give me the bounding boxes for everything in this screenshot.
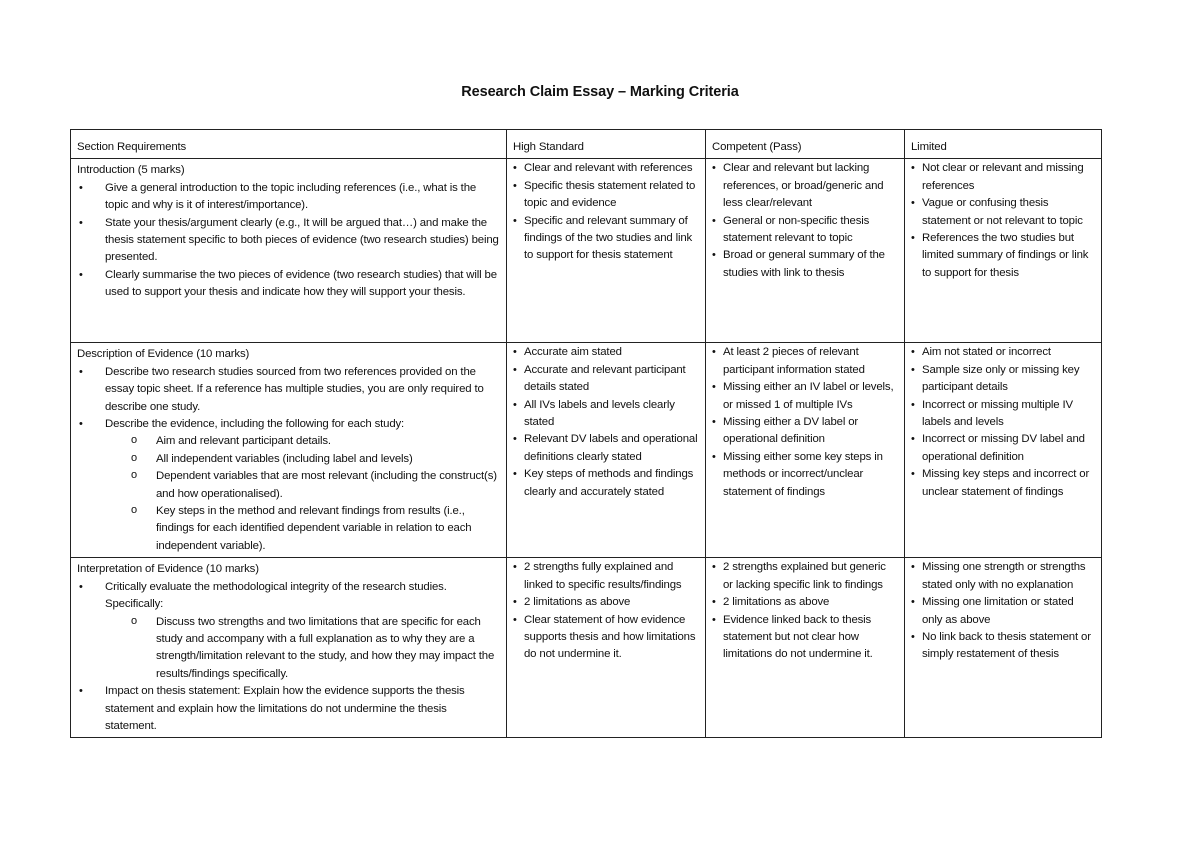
criteria-item: • Sample size only or missing key participant details (911, 362, 1095, 397)
high-standard-cell (507, 343, 706, 558)
criteria-item: • Specific thesis statement related to topic and evidence (513, 178, 699, 213)
marking-criteria-table (70, 129, 1102, 738)
sub-requirement-item: o Aim and relevant participant details. (105, 433, 500, 450)
criteria-item: • Evidence linked back to thesis statement but not clear how limitations do not undermine it. (712, 612, 898, 664)
requirements-cell (71, 159, 507, 343)
criteria-item: • Clear statement of how evidence supports thesis and how limitations do not undermine it. (513, 612, 699, 664)
table-header-row (71, 130, 1102, 159)
criteria-item: • Aim not stated or incorrect (911, 344, 1095, 361)
criteria-list (712, 160, 898, 282)
criteria-item: • References the two studies but limited summary of findings or link to support for thesis (911, 230, 1095, 282)
criteria-list (513, 344, 699, 501)
requirement-item: • State your thesis/argument clearly (e.g., It will be argued that…) and make the thesis statement specific to both pieces of evidence (two research studies) being presented. (77, 215, 500, 267)
criteria-item: • General or non-specific thesis statement relevant to topic (712, 213, 898, 248)
table-row-description-of-evidence (71, 343, 1102, 558)
page-title: Research Claim Essay – Marking Criteria (461, 84, 739, 100)
criteria-item: • Missing either an IV label or levels, or missed 1 of multiple IVs (712, 379, 898, 414)
section-title: Introduction (5 marks) (77, 164, 185, 177)
criteria-item: • At least 2 pieces of relevant participant information stated (712, 344, 898, 379)
criteria-item: • 2 limitations as above (513, 594, 699, 611)
sub-requirements-list (105, 433, 500, 555)
sub-requirement-item: o All independent variables (including label and levels) (105, 451, 500, 468)
sub-requirement-item: o Discuss two strengths and two limitations that are specific for each study and accompany with a full explanation as to why they are a strength/limitation relevant to the study, and how they may impact the results/findings specifically. (105, 614, 500, 684)
requirements-list (77, 364, 500, 555)
criteria-item: • Broad or general summary of the studies with link to thesis (712, 247, 898, 282)
table-row-introduction (71, 159, 1102, 343)
criteria-list (911, 344, 1095, 501)
criteria-item: • Specific and relevant summary of findings of the two studies and link to support for thesis statement (513, 213, 699, 265)
requirements-cell (71, 343, 507, 558)
criteria-item: • Missing key steps and incorrect or unclear statement of findings (911, 466, 1095, 501)
criteria-item: • Incorrect or missing multiple IV labels and levels (911, 397, 1095, 432)
requirements-list (77, 579, 500, 736)
sub-requirement-item: o Key steps in the method and relevant findings from results (i.e., findings for each identified dependent variable in relation to each independent variable). (105, 503, 500, 555)
section-title: Interpretation of Evidence (10 marks) (77, 563, 259, 576)
criteria-item: • Missing one limitation or stated only as above (911, 594, 1095, 629)
requirement-item (77, 416, 500, 555)
criteria-item: • 2 limitations as above (712, 594, 898, 611)
requirement-text: Impact on thesis statement: Explain how the evidence supports the thesis statement and explain how the limitations do not undermine the thesis statement. (105, 685, 465, 732)
sub-requirements-list (105, 614, 500, 684)
criteria-list (712, 344, 898, 501)
requirement-item (77, 579, 500, 683)
limited-cell (905, 159, 1102, 343)
high-standard-cell (507, 558, 706, 738)
criteria-item: • Accurate and relevant participant details stated (513, 362, 699, 397)
criteria-item: • Clear and relevant with references (513, 160, 699, 177)
criteria-item: • Missing either some key steps in methods or incorrect/unclear statement of findings (712, 449, 898, 501)
criteria-list (911, 160, 1095, 282)
limited-cell (905, 558, 1102, 738)
criteria-item: • Vague or confusing thesis statement or not relevant to topic (911, 195, 1095, 230)
competent-cell (706, 558, 905, 738)
header-section-requirements: Section Requirements (71, 130, 507, 159)
section-title: Description of Evidence (10 marks) (77, 348, 250, 361)
header-high-standard: High Standard (507, 130, 706, 159)
header-competent: Competent (Pass) (706, 130, 905, 159)
competent-cell (706, 343, 905, 558)
criteria-item: • Relevant DV labels and operational definitions clearly stated (513, 431, 699, 466)
criteria-item: • All IVs labels and levels clearly stated (513, 397, 699, 432)
header-limited: Limited (905, 130, 1102, 159)
criteria-item: • Not clear or relevant and missing references (911, 160, 1095, 195)
criteria-item: • Accurate aim stated (513, 344, 699, 361)
requirement-text: Critically evaluate the methodological integrity of the research studies. Specifically: (105, 580, 447, 611)
requirement-text: Describe two research studies sourced from two references provided on the essay topic sheet. If a reference has multiple studies, you are only required to describe one study. (105, 365, 484, 413)
criteria-item: • 2 strengths explained but generic or lacking specific link to findings (712, 559, 898, 594)
requirements-list (77, 180, 500, 302)
requirement-item: • Give a general introduction to the topic including references (i.e., what is the topic and why is it of interest/importance). (77, 180, 500, 215)
requirements-cell (71, 558, 507, 738)
requirement-text: Describe the evidence, including the following for each study: (105, 418, 405, 431)
criteria-list (712, 559, 898, 663)
criteria-item: • Key steps of methods and findings clearly and accurately stated (513, 466, 699, 501)
requirement-item (77, 364, 500, 416)
criteria-list (911, 559, 1095, 663)
competent-cell (706, 159, 905, 343)
criteria-item: • Incorrect or missing DV label and operational definition (911, 431, 1095, 466)
requirement-item (77, 683, 500, 735)
limited-cell (905, 343, 1102, 558)
criteria-item: • 2 strengths fully explained and linked to specific results/findings (513, 559, 699, 594)
high-standard-cell (507, 159, 706, 343)
sub-requirement-item: o Dependent variables that are most relevant (including the construct(s) and how operationalised). (105, 468, 500, 503)
requirement-item: • Clearly summarise the two pieces of evidence (two research studies) that will be used to support your thesis and indicate how they will support your thesis. (77, 267, 500, 302)
criteria-item: • No link back to thesis statement or simply restatement of thesis (911, 629, 1095, 664)
criteria-item: • Missing either a DV label or operational definition (712, 414, 898, 449)
criteria-item: • Missing one strength or strengths stated only with no explanation (911, 559, 1095, 594)
criteria-item: • Clear and relevant but lacking references, or broad/generic and less clear/relevant (712, 160, 898, 212)
criteria-list (513, 160, 699, 264)
criteria-list (513, 559, 699, 663)
table-row-interpretation-of-evidence (71, 558, 1102, 738)
